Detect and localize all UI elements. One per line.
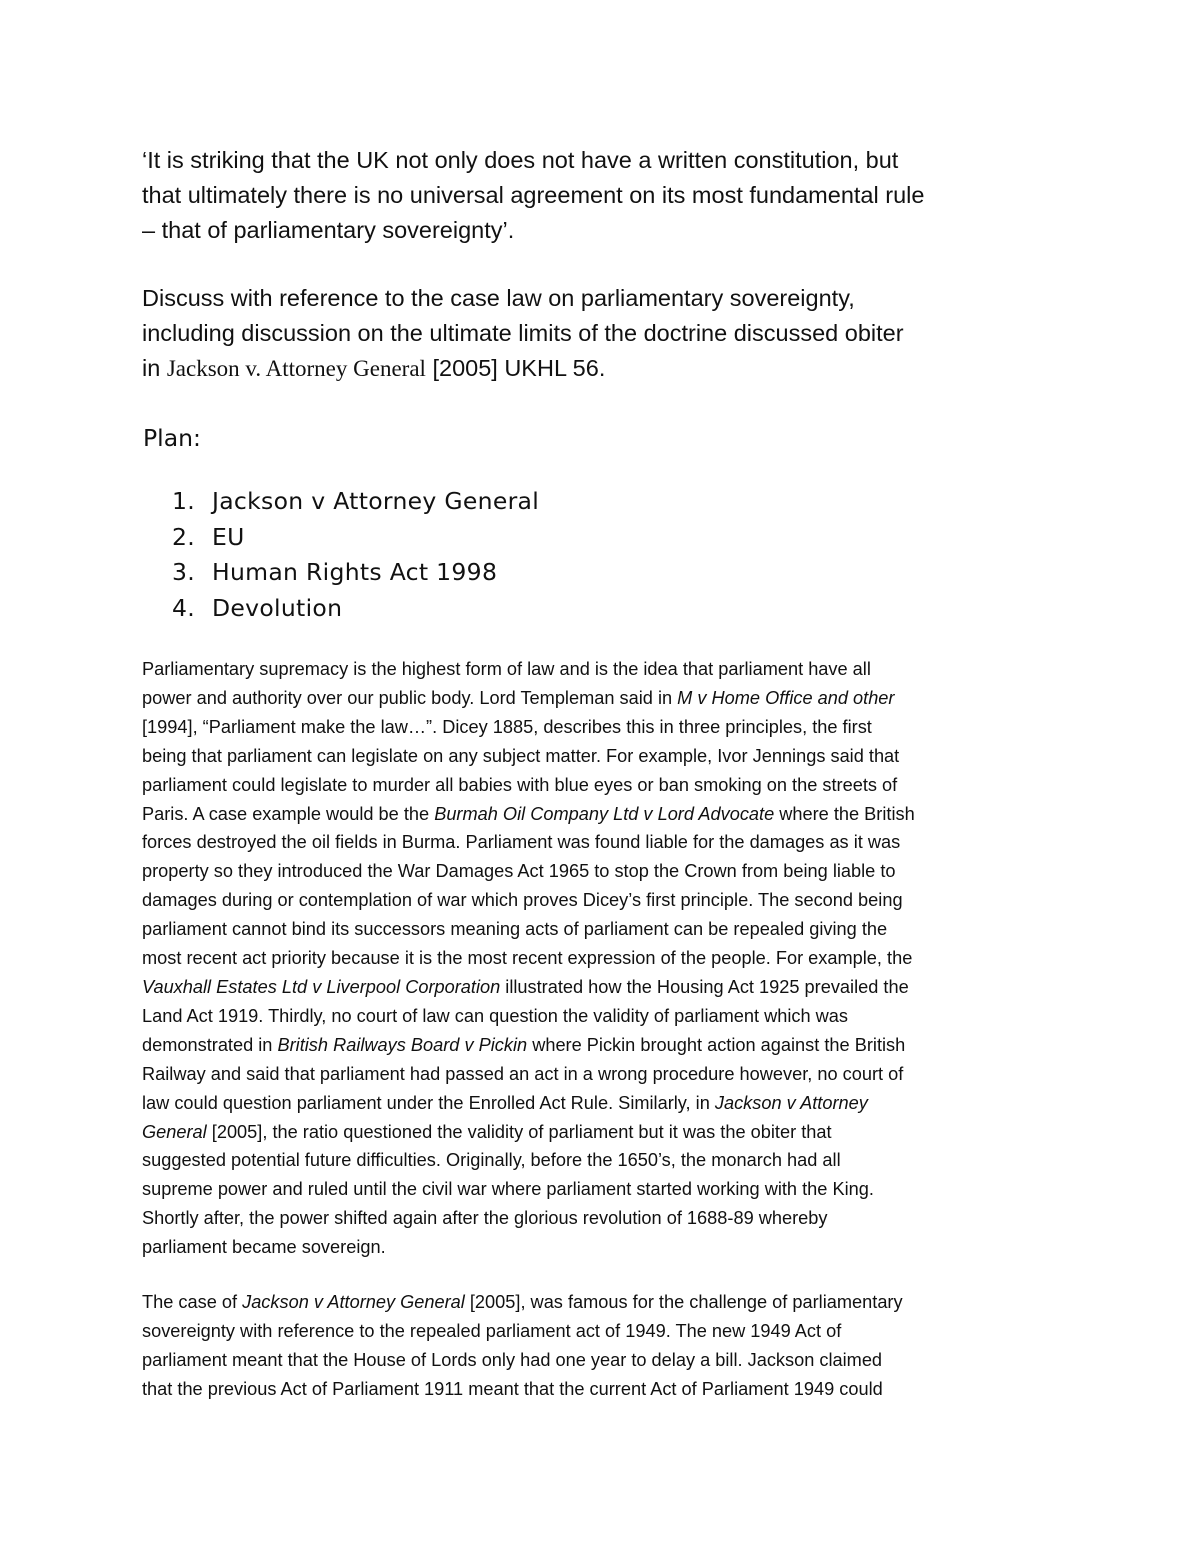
plan-item-label: Jackson v Attorney General: [212, 487, 540, 515]
text-run: where Pickin brought action against the British: [527, 1034, 906, 1055]
text-run: demonstrated in: [142, 1034, 278, 1055]
text-line: suggested potential future difficulties. Originally, before the 1650’s, the monarch had all: [142, 1150, 841, 1171]
plan-item-label: Human Rights Act 1998: [212, 558, 498, 586]
plan-item-label: Devolution: [212, 593, 343, 622]
question-line: Discuss with reference to the case law on parliamentary sovereignty,: [142, 285, 855, 311]
text-line: Shortly after, the power shifted again after the glorious revolution of 1688-89 whereby: [142, 1208, 828, 1229]
question-text: in: [142, 355, 167, 381]
case-citation: Jackson v Attorney: [714, 1092, 868, 1113]
case-citation: British Railways Board v Pickin: [277, 1034, 528, 1055]
quote-line: – that of parliamentary sovereignty’.: [142, 217, 515, 243]
text-line: Parliamentary supremacy is the highest form of law and is the idea that parliament have all: [142, 659, 871, 679]
text-run: law could question parliament under the Enrolled Act Rule. Similarly, in: [142, 1092, 715, 1113]
text-line: parliament became sovereign.: [142, 1237, 386, 1258]
text-line: being that parliament can legislate on any subject matter. For example, Ivor Jennings said that: [142, 745, 900, 766]
essay-quote: [142, 143, 1102, 248]
text-run: illustrated how the Housing Act 1925 prevailed the: [500, 976, 909, 997]
text-line: parliament cannot bind its successors meaning acts of parliament can be repealed giving the: [142, 919, 888, 940]
case-name: Jackson v. Attorney General: [166, 356, 426, 381]
question-text: [2005] UKHL 56.: [425, 355, 606, 381]
quote-line: that ultimately there is no universal agreement on its most fundamental rule: [142, 182, 925, 208]
plan-item-number: 1.: [172, 487, 196, 515]
plan-item: [172, 555, 539, 591]
text-line: supreme power and ruled until the civil war where parliament started working with the King.: [142, 1179, 874, 1200]
text-run: Paris. A case example would be the: [142, 803, 435, 824]
plan-item: [172, 484, 539, 520]
text-run: [2005], the ratio questioned the validity of parliament but it was the obiter that: [206, 1121, 832, 1142]
plan-item-number: 2.: [172, 522, 196, 551]
text-line: that the previous Act of Parliament 1911 meant that the current Act of Parliament 1949 could: [142, 1378, 883, 1399]
text-line: [142, 684, 1072, 713]
text-run: [2005], was famous for the challenge of parliamentary: [464, 1292, 903, 1312]
body-paragraph-1: [142, 655, 1072, 1262]
text-run: The case of: [142, 1292, 243, 1312]
question-line: including discussion on the ultimate limits of the doctrine discussed obiter: [142, 320, 904, 346]
plan-item-number: 4.: [172, 593, 196, 622]
text-line: forces destroyed the oil fields in Burma. Parliament was found liable for the damages as it was: [142, 832, 901, 853]
text-line: Railway and said that parliament had passed an act in a wrong procedure however, no court of: [142, 1063, 904, 1084]
text-line: [142, 800, 1072, 829]
case-citation: Jackson v Attorney General: [242, 1292, 465, 1312]
plan-item: [172, 591, 539, 627]
text-run: power and authority over our public body. Lord Templeman said in: [142, 687, 678, 708]
text-line: most recent act priority because it is the most recent expression of the people. For example, the: [142, 948, 913, 969]
case-citation: M v Home Office and other: [677, 687, 895, 708]
text-line: [142, 973, 1072, 1002]
text-line: property so they introduced the War Damages Act 1965 to stop the Crown from being liable to: [142, 861, 896, 882]
text-line: [1994], “Parliament make the law…”. Dicey 1885, describes this in three principles, the first: [142, 716, 872, 737]
question-line: [142, 351, 1102, 386]
quote-line: ‘It is striking that the UK not only does not have a written constitution, but: [142, 147, 899, 173]
essay-question: [142, 281, 1102, 386]
plan-list: [172, 484, 539, 626]
text-line: [142, 1118, 1072, 1147]
plan-heading: Plan:: [143, 424, 201, 452]
text-run: where the British: [774, 803, 915, 824]
text-line: damages during or contemplation of war which proves Dicey’s first principle. The second being: [142, 890, 903, 911]
text-line: [142, 1288, 1072, 1317]
body-paragraph-2: [142, 1288, 1072, 1404]
plan-item-label: EU: [212, 522, 245, 551]
case-citation: General: [142, 1121, 207, 1142]
case-citation: Burmah Oil Company Ltd v Lord Advocate: [434, 803, 775, 824]
text-line: [142, 1031, 1072, 1060]
case-citation: Vauxhall Estates Ltd v Liverpool Corporation: [142, 976, 501, 997]
text-line: [142, 1089, 1072, 1118]
text-line: parliament could legislate to murder all babies with blue eyes or ban smoking on the streets of: [142, 774, 898, 795]
plan-item: [172, 520, 539, 556]
text-line: parliament meant that the House of Lords only had one year to delay a bill. Jackson claimed: [142, 1349, 883, 1370]
text-line: Land Act 1919. Thirdly, no court of law can question the validity of parliament which was: [142, 1005, 848, 1026]
text-line: sovereignty with reference to the repealed parliament act of 1949. The new 1949 Act of: [142, 1320, 842, 1341]
plan-item-number: 3.: [172, 558, 196, 586]
